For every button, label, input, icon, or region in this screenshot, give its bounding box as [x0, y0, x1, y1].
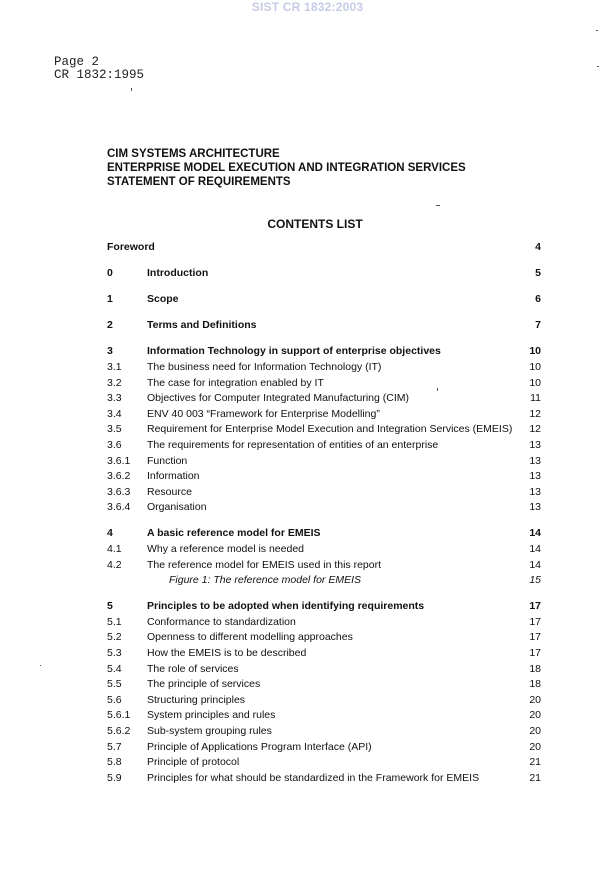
toc-entry-page: 21	[529, 771, 541, 784]
toc-entry-number: 3.6.2	[107, 470, 131, 483]
toc-entry-number: 5.6.2	[107, 725, 131, 738]
toc-entry-page: 17	[529, 600, 541, 613]
toc-entry	[107, 677, 541, 693]
title-line: STATEMENT OF REQUIREMENTS	[107, 176, 291, 188]
toc-entry-number: 4.2	[107, 558, 122, 571]
toc-entry	[107, 558, 541, 574]
toc-entry	[107, 344, 541, 360]
document-code: CR 1832:1995	[54, 68, 145, 82]
title-line: CIM SYSTEMS ARCHITECTURE	[107, 148, 280, 160]
watermark-text: SIST CR 1832:2003	[251, 0, 364, 14]
toc-entry-number: 4	[107, 527, 113, 540]
toc-entry	[107, 724, 541, 740]
section-gap	[107, 516, 541, 527]
toc-entry-title: System principles and rules	[147, 709, 276, 722]
toc-sections	[107, 256, 541, 787]
toc-entry-number: 3.1	[107, 360, 122, 373]
toc-entry-number: 3.6.4	[107, 501, 131, 514]
toc-entry	[107, 708, 541, 724]
toc-entry-title: The role of services	[147, 662, 239, 675]
toc-entry-title: Figure 1: The reference model for EMEIS	[169, 574, 361, 587]
toc-entry	[107, 391, 541, 407]
toc-entry	[107, 438, 541, 454]
toc-entry	[107, 318, 541, 334]
toc-entry	[107, 526, 541, 542]
toc-entry-title: How the EMEIS is to be described	[147, 647, 307, 660]
scan-speck	[436, 205, 440, 206]
toc-entry-page: 17	[529, 631, 541, 644]
toc-entry	[107, 693, 541, 709]
toc-entry	[107, 755, 541, 771]
toc-entry-number: 5.3	[107, 647, 122, 660]
toc-entry-number: 5	[107, 600, 113, 613]
toc-entry-page: 18	[529, 678, 541, 691]
toc-entry-title: Objectives for Computer Integrated Manufacturing (CIM)	[147, 392, 410, 405]
toc-entry-title: Introduction	[147, 267, 209, 280]
toc-entry	[107, 422, 541, 438]
toc-entry	[107, 292, 541, 308]
section-gap	[107, 589, 541, 600]
toc-entry-page: 13	[529, 485, 541, 498]
toc-entry	[107, 542, 541, 558]
toc-entry-number: 5.4	[107, 662, 122, 675]
toc-entry-page: 15	[529, 574, 541, 587]
toc-entry-page: 20	[529, 709, 541, 722]
toc-entry-foreword	[107, 240, 541, 256]
toc-entry-title: Foreword	[107, 241, 155, 253]
toc-entry	[107, 407, 541, 423]
toc-entry-page: 21	[529, 756, 541, 769]
toc-entry-page: 13	[529, 501, 541, 514]
toc-entry	[107, 646, 541, 662]
toc-entry-title: Principle of protocol	[147, 756, 240, 769]
toc-entry-page: 12	[529, 423, 541, 436]
toc-entry-page: 11	[530, 392, 541, 405]
toc-entry-page: 10	[529, 345, 541, 358]
toc-entry-number: 5.9	[107, 771, 122, 784]
toc-entry-title: Requirement for Enterprise Model Execution and Integration Services (EMEIS)	[147, 423, 513, 436]
toc-entry-number: 3.5	[107, 423, 122, 436]
toc-entry-title: The business need for Information Technology (IT)	[147, 360, 382, 373]
toc-entry-number: 5.1	[107, 615, 122, 628]
toc-entry-page: 10	[529, 376, 541, 389]
toc-entry-page: 14	[529, 527, 541, 540]
toc-entry-page: 14	[529, 558, 541, 571]
title-line: ENTERPRISE MODEL EXECUTION AND INTEGRATION SERVICES	[107, 162, 466, 174]
toc-entry-number: 0	[107, 267, 113, 280]
toc-entry-number: 3.6.3	[107, 485, 131, 498]
toc-entry-page: 5	[535, 267, 541, 280]
scan-speck	[437, 388, 438, 391]
toc-entry	[107, 266, 541, 282]
toc-entry-title: Information Technology in support of enterprise objectives	[147, 345, 441, 358]
toc-entry-number: 3.3	[107, 392, 122, 405]
toc-entry-title: Structuring principles	[147, 693, 246, 706]
toc-entry-number: 5.6	[107, 693, 122, 706]
scan-speck	[597, 66, 599, 67]
toc-entry-title: Terms and Definitions	[147, 319, 257, 332]
toc-entry-number: 4.1	[107, 543, 122, 555]
toc-entry-number: 5.2	[107, 631, 122, 644]
toc-entry-page: 18	[529, 662, 541, 675]
toc-entry-page: 20	[529, 693, 541, 706]
toc-entry-title: Scope	[147, 293, 179, 306]
scan-speck	[40, 665, 41, 666]
toc-entry-page: 20	[529, 725, 541, 738]
toc-entry	[107, 485, 541, 501]
page-label: Page 2	[54, 55, 100, 69]
toc-entry-number: 5.7	[107, 740, 122, 753]
toc-entry-title: Information	[147, 470, 200, 483]
toc-entry	[107, 771, 541, 787]
toc-entry-page: 6	[535, 293, 541, 306]
toc-entry-number: 1	[107, 293, 113, 306]
toc-entry-page: 4	[535, 241, 541, 253]
toc-entry	[107, 630, 541, 646]
scan-speck	[131, 88, 132, 91]
section-gap	[107, 308, 541, 319]
toc-entry-page: 13	[529, 470, 541, 483]
toc-entry-title: ENV 40 003 “Framework for Enterprise Modelling”	[147, 407, 380, 420]
section-gap	[107, 334, 541, 345]
toc-entry-number: 3.2	[107, 376, 122, 389]
toc-entry-number: 3	[107, 345, 113, 358]
toc-entry	[107, 615, 541, 631]
toc-entry	[107, 360, 541, 376]
toc-entry	[107, 376, 541, 392]
toc-entry-page: 13	[529, 454, 541, 467]
toc-entry-title: The principle of services	[147, 678, 261, 691]
toc-entry-title: Function	[147, 454, 188, 467]
contents-heading: CONTENTS LIST	[267, 217, 363, 231]
toc-figure-entry	[107, 573, 541, 589]
toc-entry	[107, 740, 541, 756]
toc-entry-page: 14	[529, 543, 541, 555]
toc-entry-page: 13	[529, 438, 541, 451]
toc-entry-title: Conformance to standardization	[147, 615, 296, 628]
toc-entry-page: 7	[535, 319, 541, 332]
toc-entry-title: Why a reference model is needed	[147, 543, 305, 555]
toc-entry-title: Sub-system grouping rules	[147, 725, 272, 738]
document-title-block	[107, 147, 466, 189]
toc-entry-number: 3.4	[107, 407, 122, 420]
toc-entry-page: 17	[529, 615, 541, 628]
toc-entry-number: 3.6	[107, 438, 122, 451]
table-of-contents	[107, 240, 541, 786]
toc-entry-page: 17	[529, 647, 541, 660]
toc-entry-title: Organisation	[147, 501, 207, 514]
toc-entry-number: 3.6.1	[107, 454, 131, 467]
toc-entry	[107, 662, 541, 678]
toc-entry-page: 20	[529, 740, 541, 753]
toc-entry-title: Principles for what should be standardized in the Framework for EMEIS	[147, 771, 480, 784]
section-gap	[107, 282, 541, 293]
toc-entry-number: 2	[107, 319, 113, 332]
toc-entry-title: The requirements for representation of entities of an enterprise	[147, 438, 439, 451]
toc-entry-number: 5.5	[107, 678, 122, 691]
toc-entry-number: 5.6.1	[107, 709, 131, 722]
toc-entry-title: Openness to different modelling approaches	[147, 631, 353, 644]
toc-entry	[107, 500, 541, 516]
toc-entry	[107, 599, 541, 615]
toc-entry-title: Resource	[147, 485, 192, 498]
scan-speck	[596, 30, 598, 31]
toc-entry	[107, 469, 541, 485]
toc-entry-title: Principles to be adopted when identifying requirements	[147, 600, 425, 613]
toc-entry-title: Principle of Applications Program Interface (API)	[147, 740, 372, 753]
toc-entry-title: The case for integration enabled by IT	[147, 376, 324, 389]
toc-entry-title: A basic reference model for EMEIS	[147, 527, 321, 540]
page-header	[54, 56, 144, 82]
toc-entry-page: 12	[529, 407, 541, 420]
section-gap	[107, 256, 541, 267]
toc-entry	[107, 454, 541, 470]
toc-entry-page: 10	[529, 360, 541, 373]
toc-entry-title: The reference model for EMEIS used in this report	[147, 558, 382, 571]
toc-entry-number: 5.8	[107, 756, 122, 769]
